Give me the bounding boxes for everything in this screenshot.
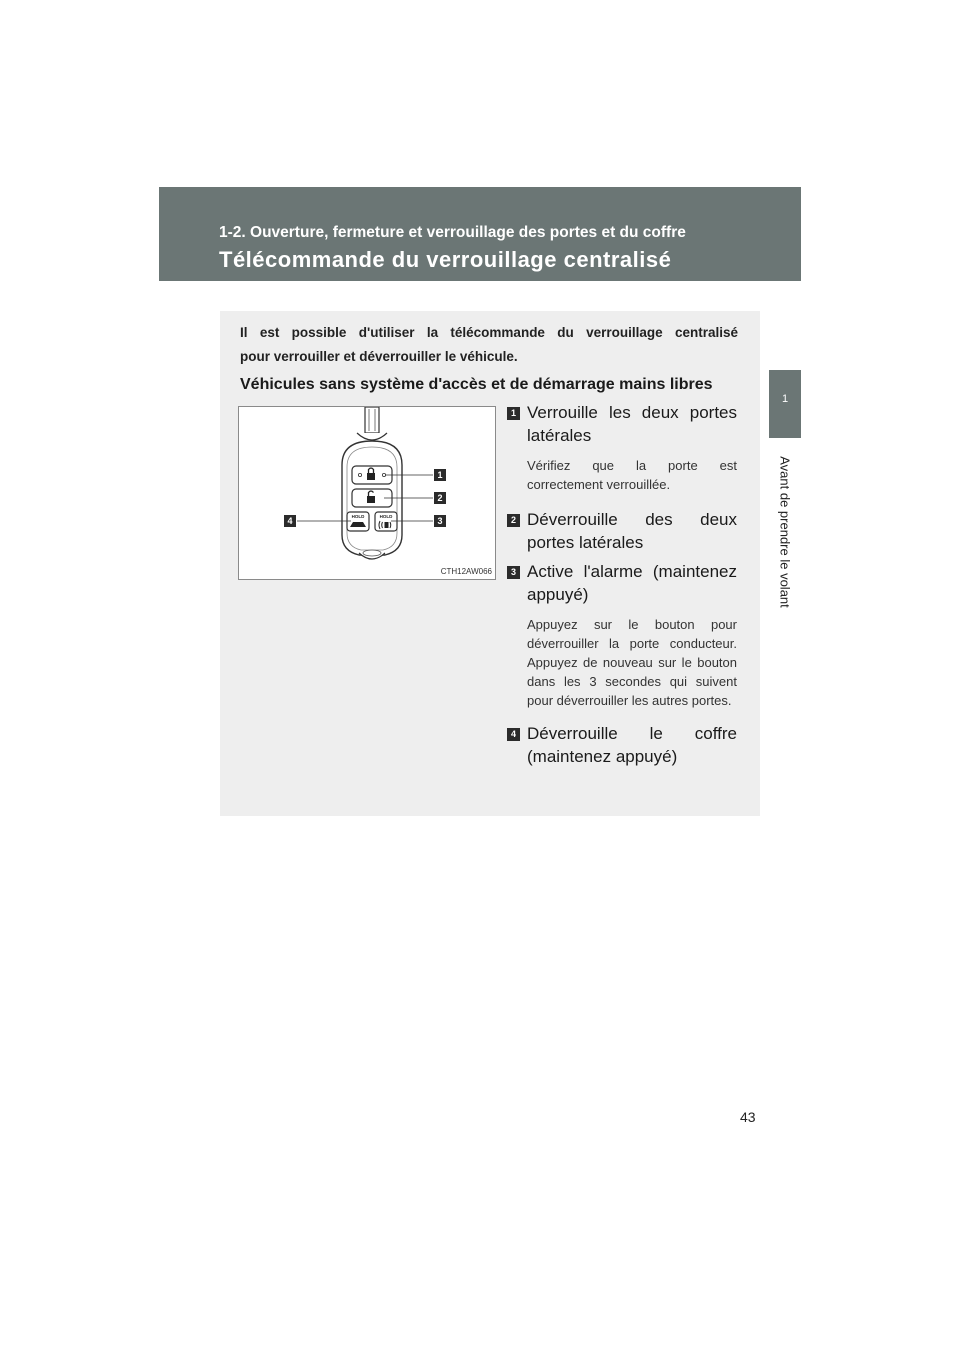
callout-3: 3 bbox=[434, 515, 446, 527]
item-title bbox=[527, 722, 737, 768]
figure-code: CTH12AW066 bbox=[440, 567, 492, 576]
remote-key-illustration bbox=[239, 407, 495, 579]
item-number-badge: 3 bbox=[507, 566, 520, 579]
item-title bbox=[527, 560, 737, 606]
page-title: Télécommande du verrouillage centralisé bbox=[219, 247, 672, 272]
item-title-line: portes latérales bbox=[527, 533, 644, 552]
page-number: 43 bbox=[740, 1109, 756, 1125]
chapter-tab-label: Avant de prendre le volant bbox=[777, 456, 793, 608]
item-number-badge: 4 bbox=[507, 728, 520, 741]
list-item bbox=[507, 722, 737, 768]
item-note: Vérifiez que la porte est correctement verrouillée. bbox=[527, 458, 737, 492]
list-item bbox=[507, 401, 737, 494]
hold-label-panic: HOLD bbox=[379, 514, 393, 519]
item-note: Appuyez sur le bouton pour déverrouiller la porte conducteur. Appuyez de nouveau sur le bouton dans les 3 secondes qui suivent pour déverrouiller les autres portes. bbox=[527, 617, 737, 708]
list-item bbox=[507, 508, 737, 554]
callout-1: 1 bbox=[434, 469, 446, 481]
section-heading: Véhicules sans système d'accès et de démarrage mains libres bbox=[240, 376, 713, 393]
item-title-line: Active l'alarme (maintenez bbox=[527, 562, 737, 581]
intro-paragraph bbox=[240, 321, 738, 369]
intro-line-2: pour verrouiller et déverrouiller le véhicule. bbox=[240, 349, 518, 364]
content-panel bbox=[220, 311, 760, 816]
item-title bbox=[527, 508, 737, 554]
item-number-badge: 1 bbox=[507, 407, 520, 420]
item-title-line: appuyé) bbox=[527, 585, 589, 604]
item-title-line: (maintenez appuyé) bbox=[527, 747, 678, 766]
item-title bbox=[527, 401, 737, 447]
callout-2: 2 bbox=[434, 492, 446, 504]
chapter-tab-number: 1 bbox=[781, 393, 789, 405]
list-item bbox=[507, 560, 737, 710]
item-title-line: Verrouille les deux portes bbox=[527, 403, 737, 422]
remote-key-figure bbox=[238, 406, 496, 580]
item-title-line: Déverrouille des deux bbox=[527, 510, 737, 529]
item-title-line: latérales bbox=[527, 426, 592, 445]
button-list bbox=[507, 401, 737, 768]
callout-4: 4 bbox=[284, 515, 296, 527]
item-number-badge: 2 bbox=[507, 514, 520, 527]
chapter-header bbox=[159, 187, 801, 281]
item-title-line: Déverrouille le coffre bbox=[527, 724, 737, 743]
hold-label-trunk: HOLD bbox=[351, 514, 365, 519]
section-subtitle: 1-2. Ouverture, fermeture et verrouillage des portes et du coffre bbox=[219, 224, 686, 241]
chapter-tab bbox=[769, 370, 801, 438]
intro-line-1: Il est possible d'utiliser la télécommande du verrouillage centralisé bbox=[240, 325, 738, 340]
